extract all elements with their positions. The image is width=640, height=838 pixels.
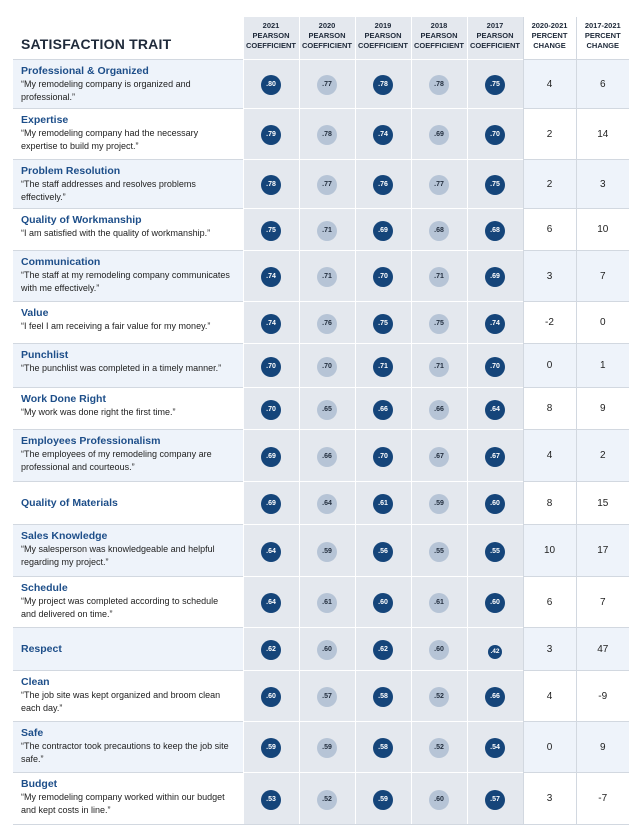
coefficient-dot: .67 (429, 447, 449, 467)
coefficient-cell (355, 60, 411, 109)
trait-cell (13, 482, 243, 525)
coefficient-dot: .69 (429, 125, 449, 145)
percent-change-cell: 3 (523, 773, 576, 825)
coefficient-cell (411, 671, 467, 722)
coefficient-dot: .66 (373, 400, 393, 420)
coefficient-dot: .60 (429, 640, 449, 660)
coefficient-cell (299, 430, 355, 482)
coefficient-cell (467, 577, 523, 628)
trait-cell (13, 344, 243, 388)
coefficient-dot: .60 (373, 593, 393, 613)
coefficient-dot: .68 (485, 221, 505, 241)
trait-name: Communication (21, 256, 101, 268)
column-header: 2018 PEARSON COEFFICIENT (411, 17, 467, 60)
coefficient-cell (299, 773, 355, 825)
percent-change-cell: 7 (576, 251, 629, 302)
coefficient-cell (355, 251, 411, 302)
percent-change-cell: 1 (576, 344, 629, 388)
coefficient-cell (411, 160, 467, 209)
table-row (13, 482, 629, 525)
trait-cell (13, 388, 243, 430)
coefficient-dot: .61 (373, 494, 393, 514)
coefficient-cell (355, 482, 411, 525)
coefficient-dot: .57 (317, 687, 337, 707)
coefficient-dot: .56 (373, 542, 393, 562)
coefficient-dot: .60 (429, 790, 449, 810)
table-row (13, 773, 629, 825)
coefficient-cell (299, 482, 355, 525)
coefficient-dot: .71 (429, 267, 449, 287)
coefficient-cell (299, 344, 355, 388)
percent-change-cell: 47 (576, 628, 629, 671)
coefficient-dot: .68 (429, 221, 449, 241)
table-row (13, 302, 629, 344)
trait-name: Quality of Workmanship (21, 214, 142, 226)
trait-cell (13, 577, 243, 628)
trait-name: Punchlist (21, 349, 69, 361)
coefficient-dot: .61 (317, 593, 337, 613)
coefficient-dot: .74 (261, 314, 281, 334)
coefficient-dot: .80 (261, 75, 281, 95)
coefficient-dot: .59 (261, 738, 281, 758)
coefficient-cell (243, 722, 299, 773)
coefficient-dot: .75 (485, 175, 505, 195)
coefficient-cell (411, 60, 467, 109)
trait-quote: “My work was done right the first time.” (21, 407, 176, 417)
trait-cell (13, 209, 243, 251)
coefficient-dot: .58 (373, 687, 393, 707)
trait-quote: “I am satisfied with the quality of workmanship.” (21, 228, 211, 238)
percent-change-cell: 9 (576, 722, 629, 773)
coefficient-dot: .61 (429, 593, 449, 613)
coefficient-cell (467, 430, 523, 482)
coefficient-cell (243, 482, 299, 525)
coefficient-cell (243, 525, 299, 577)
table-row (13, 671, 629, 722)
coefficient-dot: .69 (261, 447, 281, 467)
coefficient-dot: .52 (429, 738, 449, 758)
coefficient-dot: .64 (317, 494, 337, 514)
trait-cell (13, 60, 243, 109)
percent-change-cell: 17 (576, 525, 629, 577)
coefficient-dot: .64 (261, 542, 281, 562)
coefficient-dot: .70 (261, 357, 281, 377)
trait-cell (13, 773, 243, 825)
coefficient-cell (243, 344, 299, 388)
coefficient-cell (355, 722, 411, 773)
coefficient-dot: .67 (485, 447, 505, 467)
trait-quote: “The staff at my remodeling company communicates with me effectively.” (21, 270, 230, 293)
coefficient-dot: .75 (429, 314, 449, 334)
coefficient-dot: .75 (485, 75, 505, 95)
trait-name: Professional & Organized (21, 65, 149, 77)
coefficient-cell (355, 160, 411, 209)
coefficient-dot: .69 (373, 221, 393, 241)
percent-change-cell: 3 (523, 628, 576, 671)
coefficient-dot: .71 (429, 357, 449, 377)
table-row (13, 160, 629, 209)
coefficient-cell (411, 302, 467, 344)
coefficient-cell (243, 671, 299, 722)
percent-change-cell: -9 (576, 671, 629, 722)
percent-change-cell: 4 (523, 671, 576, 722)
coefficient-dot: .70 (373, 447, 393, 467)
percent-change-cell: 2 (523, 109, 576, 160)
table-row (13, 628, 629, 671)
coefficient-dot: .74 (485, 314, 505, 334)
coefficient-cell (411, 209, 467, 251)
trait-name: Budget (21, 778, 58, 790)
trait-quote: “My remodeling company is organized and professional.” (21, 79, 191, 102)
coefficient-cell (467, 628, 523, 671)
coefficient-cell (411, 109, 467, 160)
percent-change-cell: 4 (523, 430, 576, 482)
percent-change-cell: 0 (523, 722, 576, 773)
coefficient-dot: .70 (373, 267, 393, 287)
coefficient-dot: .60 (317, 640, 337, 660)
trait-quote: “My salesperson was knowledgeable and helpful regarding my project.” (21, 544, 215, 567)
coefficient-cell (467, 482, 523, 525)
coefficient-dot: .58 (373, 738, 393, 758)
coefficient-dot: .70 (261, 400, 281, 420)
coefficient-cell (355, 628, 411, 671)
percent-change-cell: 6 (576, 60, 629, 109)
coefficient-cell (411, 430, 467, 482)
coefficient-cell (355, 671, 411, 722)
coefficient-cell (243, 388, 299, 430)
coefficient-cell (467, 251, 523, 302)
coefficient-dot: .76 (373, 175, 393, 195)
coefficient-cell (411, 388, 467, 430)
coefficient-cell (467, 60, 523, 109)
trait-name: Respect (21, 642, 62, 655)
coefficient-cell (299, 60, 355, 109)
trait-name: Value (21, 307, 49, 319)
column-header: 2020-2021 PERCENT CHANGE (523, 17, 576, 60)
coefficient-dot: .76 (317, 314, 337, 334)
coefficient-dot: .71 (317, 221, 337, 241)
trait-cell (13, 722, 243, 773)
percent-change-cell: 10 (576, 209, 629, 251)
trait-quote: “The job site was kept organized and broom clean each day.” (21, 690, 221, 713)
coefficient-cell (467, 388, 523, 430)
percent-change-cell: 6 (523, 577, 576, 628)
coefficient-dot: .52 (429, 687, 449, 707)
table-row (13, 525, 629, 577)
coefficient-cell (243, 251, 299, 302)
coefficient-cell (355, 577, 411, 628)
table-row (13, 209, 629, 251)
coefficient-dot: .78 (373, 75, 393, 95)
coefficient-dot: .60 (261, 687, 281, 707)
coefficient-cell (243, 773, 299, 825)
satisfaction-trait-table (13, 17, 629, 825)
coefficient-dot: .78 (261, 175, 281, 195)
coefficient-cell (411, 482, 467, 525)
coefficient-dot: .52 (317, 790, 337, 810)
coefficient-dot: .42 (488, 645, 502, 659)
coefficient-dot: .69 (261, 494, 281, 514)
coefficient-cell (243, 109, 299, 160)
coefficient-dot: .71 (373, 357, 393, 377)
coefficient-cell (243, 160, 299, 209)
trait-cell (13, 628, 243, 671)
coefficient-cell (411, 525, 467, 577)
coefficient-cell (467, 109, 523, 160)
coefficient-dot: .65 (317, 400, 337, 420)
table-row (13, 344, 629, 388)
table-row (13, 60, 629, 109)
percent-change-cell: 8 (523, 482, 576, 525)
coefficient-cell (411, 344, 467, 388)
coefficient-cell (299, 671, 355, 722)
percent-change-cell: 6 (523, 209, 576, 251)
coefficient-cell (355, 773, 411, 825)
coefficient-cell (467, 160, 523, 209)
trait-name: Safe (21, 727, 44, 739)
percent-change-cell: 0 (523, 344, 576, 388)
table-row (13, 577, 629, 628)
coefficient-cell (299, 109, 355, 160)
coefficient-dot: .57 (485, 790, 505, 810)
trait-name: Clean (21, 676, 50, 688)
trait-cell (13, 671, 243, 722)
coefficient-dot: .59 (429, 494, 449, 514)
coefficient-dot: .77 (317, 75, 337, 95)
trait-cell (13, 302, 243, 344)
coefficient-dot: .74 (373, 125, 393, 145)
coefficient-cell (467, 671, 523, 722)
coefficient-cell (243, 302, 299, 344)
coefficient-dot: .60 (485, 593, 505, 613)
coefficient-cell (467, 773, 523, 825)
coefficient-dot: .78 (429, 75, 449, 95)
coefficient-dot: .59 (373, 790, 393, 810)
coefficient-dot: .55 (485, 542, 505, 562)
coefficient-cell (467, 344, 523, 388)
coefficient-dot: .59 (317, 542, 337, 562)
coefficient-dot: .69 (485, 267, 505, 287)
coefficient-cell (411, 773, 467, 825)
table-row (13, 388, 629, 430)
trait-cell (13, 525, 243, 577)
percent-change-cell: 7 (576, 577, 629, 628)
column-header: 2017 PEARSON COEFFICIENT (467, 17, 523, 60)
percent-change-cell: 3 (576, 160, 629, 209)
percent-change-cell: 2 (576, 430, 629, 482)
trait-quote: “The staff addresses and resolves problems effectively.” (21, 179, 196, 202)
coefficient-cell (243, 628, 299, 671)
trait-name: Sales Knowledge (21, 530, 108, 542)
trait-cell (13, 109, 243, 160)
trait-name: Expertise (21, 114, 69, 126)
table-header-row (13, 17, 629, 60)
trait-column-header: SATISFACTION TRAIT (21, 36, 172, 52)
trait-quote: “I feel I am receiving a fair value for my money.” (21, 321, 211, 331)
coefficient-cell (243, 577, 299, 628)
coefficient-cell (299, 388, 355, 430)
coefficient-cell (243, 209, 299, 251)
percent-change-cell: 9 (576, 388, 629, 430)
coefficient-dot: .77 (317, 175, 337, 195)
percent-change-cell: 2 (523, 160, 576, 209)
coefficient-cell (355, 302, 411, 344)
table-row (13, 722, 629, 773)
percent-change-cell: 10 (523, 525, 576, 577)
coefficient-cell (299, 722, 355, 773)
coefficient-cell (467, 209, 523, 251)
coefficient-dot: .78 (317, 125, 337, 145)
coefficient-cell (299, 251, 355, 302)
column-header: 2019 PEARSON COEFFICIENT (355, 17, 411, 60)
coefficient-cell (299, 302, 355, 344)
percent-change-cell: -7 (576, 773, 629, 825)
coefficient-dot: .54 (485, 738, 505, 758)
trait-cell (13, 160, 243, 209)
coefficient-dot: .77 (429, 175, 449, 195)
trait-name: Employees Professionalism (21, 435, 161, 447)
trait-name: Problem Resolution (21, 165, 121, 177)
coefficient-cell (299, 525, 355, 577)
coefficient-dot: .62 (373, 640, 393, 660)
trait-name: Work Done Right (21, 393, 106, 405)
coefficient-dot: .60 (485, 494, 505, 514)
coefficient-cell (467, 525, 523, 577)
coefficient-dot: .79 (261, 125, 281, 145)
coefficient-cell (243, 60, 299, 109)
trait-quote: “My remodeling company had the necessary expertise to build my project.” (21, 128, 199, 151)
trait-name: Schedule (21, 582, 68, 594)
coefficient-dot: .70 (485, 357, 505, 377)
coefficient-cell (299, 160, 355, 209)
coefficient-cell (411, 251, 467, 302)
percent-change-cell: 15 (576, 482, 629, 525)
column-header: 2017-2021 PERCENT CHANGE (576, 17, 629, 60)
coefficient-cell (355, 209, 411, 251)
percent-change-cell: -2 (523, 302, 576, 344)
coefficient-cell (411, 577, 467, 628)
coefficient-cell (467, 722, 523, 773)
coefficient-dot: .66 (429, 400, 449, 420)
trait-quote: “The employees of my remodeling company are professional and courteous.” (21, 449, 212, 472)
trait-quote: “The contractor took precautions to keep the job site safe.” (21, 741, 229, 764)
table-body (13, 60, 629, 825)
coefficient-cell (299, 577, 355, 628)
percent-change-cell: 8 (523, 388, 576, 430)
coefficient-dot: .55 (429, 542, 449, 562)
coefficient-cell (355, 388, 411, 430)
coefficient-dot: .62 (261, 640, 281, 660)
coefficient-cell (411, 628, 467, 671)
percent-change-cell: 3 (523, 251, 576, 302)
table-row (13, 430, 629, 482)
coefficient-dot: .64 (485, 400, 505, 420)
trait-quote: “My remodeling company worked within our budget and kept costs in line.” (21, 792, 225, 815)
coefficient-dot: .64 (261, 593, 281, 613)
coefficient-cell (467, 302, 523, 344)
coefficient-dot: .71 (317, 267, 337, 287)
coefficient-dot: .70 (485, 125, 505, 145)
trait-quote: “The punchlist was completed in a timely manner.” (21, 363, 222, 373)
coefficient-cell (411, 722, 467, 773)
coefficient-dot: .66 (485, 687, 505, 707)
trait-quote: “My project was completed according to schedule and delivered on time.” (21, 596, 219, 619)
coefficient-dot: .75 (261, 221, 281, 241)
column-header: 2020 PEARSON COEFFICIENT (299, 17, 355, 60)
trait-name: Quality of Materials (21, 496, 118, 509)
coefficient-cell (299, 209, 355, 251)
coefficient-dot: .74 (261, 267, 281, 287)
column-header: 2021 PEARSON COEFFICIENT (243, 17, 299, 60)
percent-change-cell: 4 (523, 60, 576, 109)
coefficient-cell (299, 628, 355, 671)
coefficient-dot: .66 (317, 447, 337, 467)
coefficient-cell (355, 344, 411, 388)
table-row (13, 251, 629, 302)
coefficient-dot: .53 (261, 790, 281, 810)
trait-cell (13, 430, 243, 482)
coefficient-dot: .59 (317, 738, 337, 758)
coefficient-dot: .70 (317, 357, 337, 377)
trait-cell (13, 251, 243, 302)
coefficient-dot: .75 (373, 314, 393, 334)
coefficient-cell (355, 109, 411, 160)
coefficient-cell (243, 430, 299, 482)
table-row (13, 109, 629, 160)
percent-change-cell: 0 (576, 302, 629, 344)
coefficient-cell (355, 430, 411, 482)
coefficient-cell (355, 525, 411, 577)
percent-change-cell: 14 (576, 109, 629, 160)
